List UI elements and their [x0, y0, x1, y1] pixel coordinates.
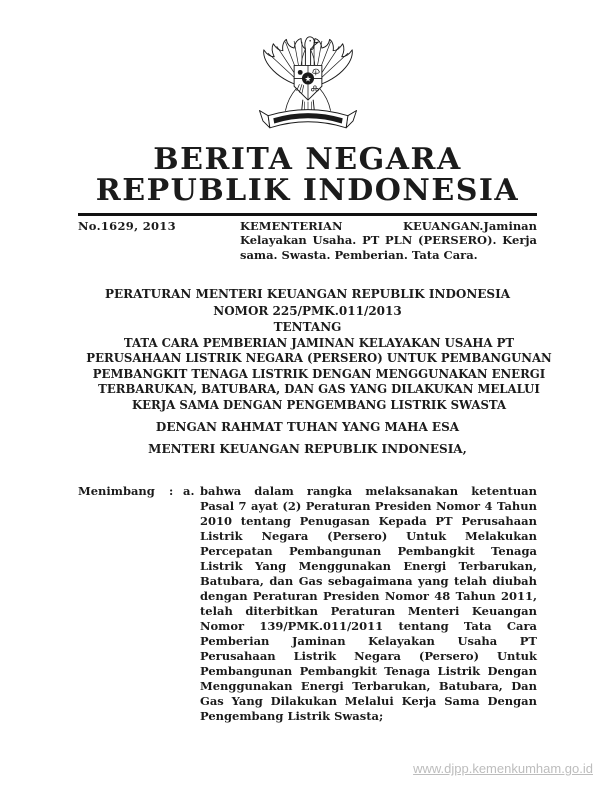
- considerations-label: Menimbang: [78, 484, 155, 498]
- svg-text:★: ★: [304, 74, 311, 84]
- masthead-title-line1: BERITA NEGARA: [153, 142, 462, 177]
- emblem-container: [78, 34, 537, 137]
- regulation-number: NOMOR 225/PMK.011/2013: [213, 303, 402, 318]
- regulation-authority: MENTERI KEUANGAN REPUBLIK INDONESIA,: [148, 441, 467, 456]
- considerations-item-marker: a.: [183, 484, 195, 498]
- subject-abstract: KEMENTERIAN KEUANGAN.Jaminan Kelayakan Usaha. PT PLN (PERSERO). Kerja sama. Swasta. Pemberian. Tata Cara.: [240, 218, 537, 262]
- considerations-block: [78, 484, 537, 724]
- garuda-pancasila-emblem-icon: [256, 34, 360, 135]
- masthead-rule: [78, 213, 537, 216]
- page-content: [78, 0, 552, 724]
- regulation-subject: TATA CARA PEMBERIAN JAMINAN KELAYAKAN USAHA PT PERUSAHAAN LISTRIK NEGARA (PERSERO) UNTUK PEMBANGUNAN PEMBANGKIT TENAGA LISTRIK DENGAN MENGGUNAKAN ENERGI TERBARUKAN, BATUBARA, DAN GAS YANG DILAKUKAN MELALUI KERJA SAMA DENGAN PENGEMBANG LISTRIK SWASTA: [86, 335, 552, 412]
- considerations-colon: :: [169, 484, 174, 498]
- considerations-item-text: bahwa dalam rangka melaksanakan ketentuan Pasal 7 ayat (2) Peraturan Presiden Nomor 4 Tahun 2010 tentang Penugasan Kepada PT Perusahaan Listrik Negara (Persero) Untuk Melakukan Percepatan Pembangunan Pembangkit Tenaga Listrik Yang Menggunakan Energi Terbarukan, Batubara, dan Gas sebagaimana yang telah diubah dengan Peraturan Presiden Nomor 48 Tahun 2011, telah diterbitkan Peraturan Menteri Keuangan Nomor 139/PMK.011/2011 tentang Tata Cara Pemberian Jaminan Kelayakan Usaha PT Perusahaan Listrik Negara (Persero) Untuk Pembangunan Pembangkit Tenaga Listrik Dengan Menggunakan Energi Terbarukan, Batubara, Dan Gas Yang Dilakukan Melalui Kerja Sama Dengan Pengembang Listrik Swasta;: [200, 484, 537, 723]
- watermark-link[interactable]: www.djpp.kemenkumham.go.id: [413, 761, 593, 776]
- regulation-invocation: DENGAN RAHMAT TUHAN YANG MAHA ESA: [155, 420, 460, 434]
- issue-number: No.1629, 2013: [78, 218, 176, 233]
- regulation-heading: [78, 286, 552, 457]
- regulation-about-label: TENTANG: [273, 320, 342, 334]
- masthead-title-line2: REPUBLIK INDONESIA: [95, 173, 520, 208]
- issue-row: [78, 219, 537, 263]
- regulation-title: PERATURAN MENTERI KEUANGAN REPUBLIK INDONESIA: [104, 287, 511, 301]
